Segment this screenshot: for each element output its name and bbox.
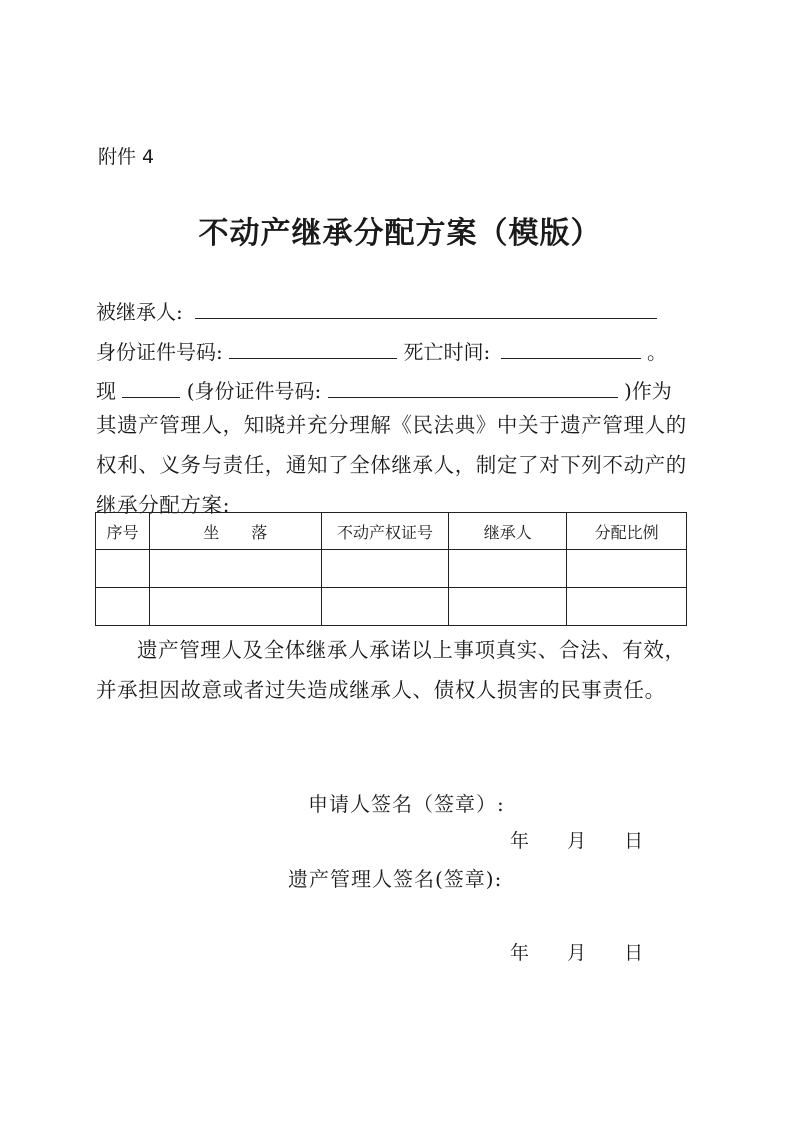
table-cell[interactable]	[321, 588, 449, 626]
header-heir: 继承人	[449, 513, 567, 550]
id-label-2: (身份证件号码:	[186, 379, 322, 403]
header-certificate: 不动产权证号	[321, 513, 449, 550]
administrator-name-blank[interactable]	[122, 379, 180, 398]
administrator-signature-label: 遗产管理人签名(签章):	[288, 867, 503, 891]
decedent-line	[96, 296, 657, 325]
table-cell[interactable]	[321, 550, 449, 588]
intro-paragraph: 其遗产管理人，知晓并充分理解《民法典》中关于遗产管理人的权利、义务与责任，通知了全体继承人，制定了对下列不动产的继承分配方案:	[96, 413, 687, 517]
decedent-blank[interactable]	[195, 300, 657, 319]
date-day: 日	[624, 830, 644, 852]
table-row	[96, 550, 687, 588]
table-cell[interactable]	[96, 550, 150, 588]
header-index: 序号	[96, 513, 150, 550]
table-cell[interactable]	[449, 550, 567, 588]
date-month: 月	[567, 942, 587, 964]
now-label: 现	[96, 379, 116, 403]
document-title: 不动产继承分配方案（模版）	[198, 216, 602, 251]
table-cell[interactable]	[149, 588, 321, 626]
death-time-blank[interactable]	[501, 340, 641, 359]
header-location: 坐 落	[149, 513, 321, 550]
id-number-blank[interactable]	[229, 340, 397, 359]
date-month: 月	[567, 830, 587, 852]
date-year: 年	[510, 942, 530, 964]
table-cell[interactable]	[449, 588, 567, 626]
table-cell[interactable]	[567, 588, 687, 626]
property-table	[95, 512, 687, 626]
death-time-end: 。	[646, 340, 667, 364]
table-cell[interactable]	[567, 550, 687, 588]
commitment-paragraph: 遗产管理人及全体继承人承诺以上事项真实、合法、有效，并承担因故意或者过失造成继承人、债权人损害的民事责任。	[96, 638, 686, 702]
administrator-date	[510, 938, 643, 965]
id-death-line	[96, 336, 667, 365]
attachment-label: 附件 4	[98, 146, 155, 168]
applicant-signature-label: 申请人签名（签章）:	[308, 792, 505, 816]
table-header-row	[96, 513, 687, 550]
administrator-id-blank[interactable]	[328, 379, 618, 398]
table-cell[interactable]	[96, 588, 150, 626]
applicant-date	[510, 826, 643, 853]
as-label: )作为	[623, 379, 672, 403]
table-cell[interactable]	[149, 550, 321, 588]
death-time-label: 死亡时间:	[403, 340, 491, 364]
id-label: 身份证件号码:	[96, 340, 223, 364]
date-year: 年	[510, 830, 530, 852]
header-ratio: 分配比例	[567, 513, 687, 550]
decedent-label: 被继承人:	[96, 300, 183, 324]
administrator-line	[96, 375, 672, 404]
date-day: 日	[624, 942, 644, 964]
table-row	[96, 588, 687, 626]
